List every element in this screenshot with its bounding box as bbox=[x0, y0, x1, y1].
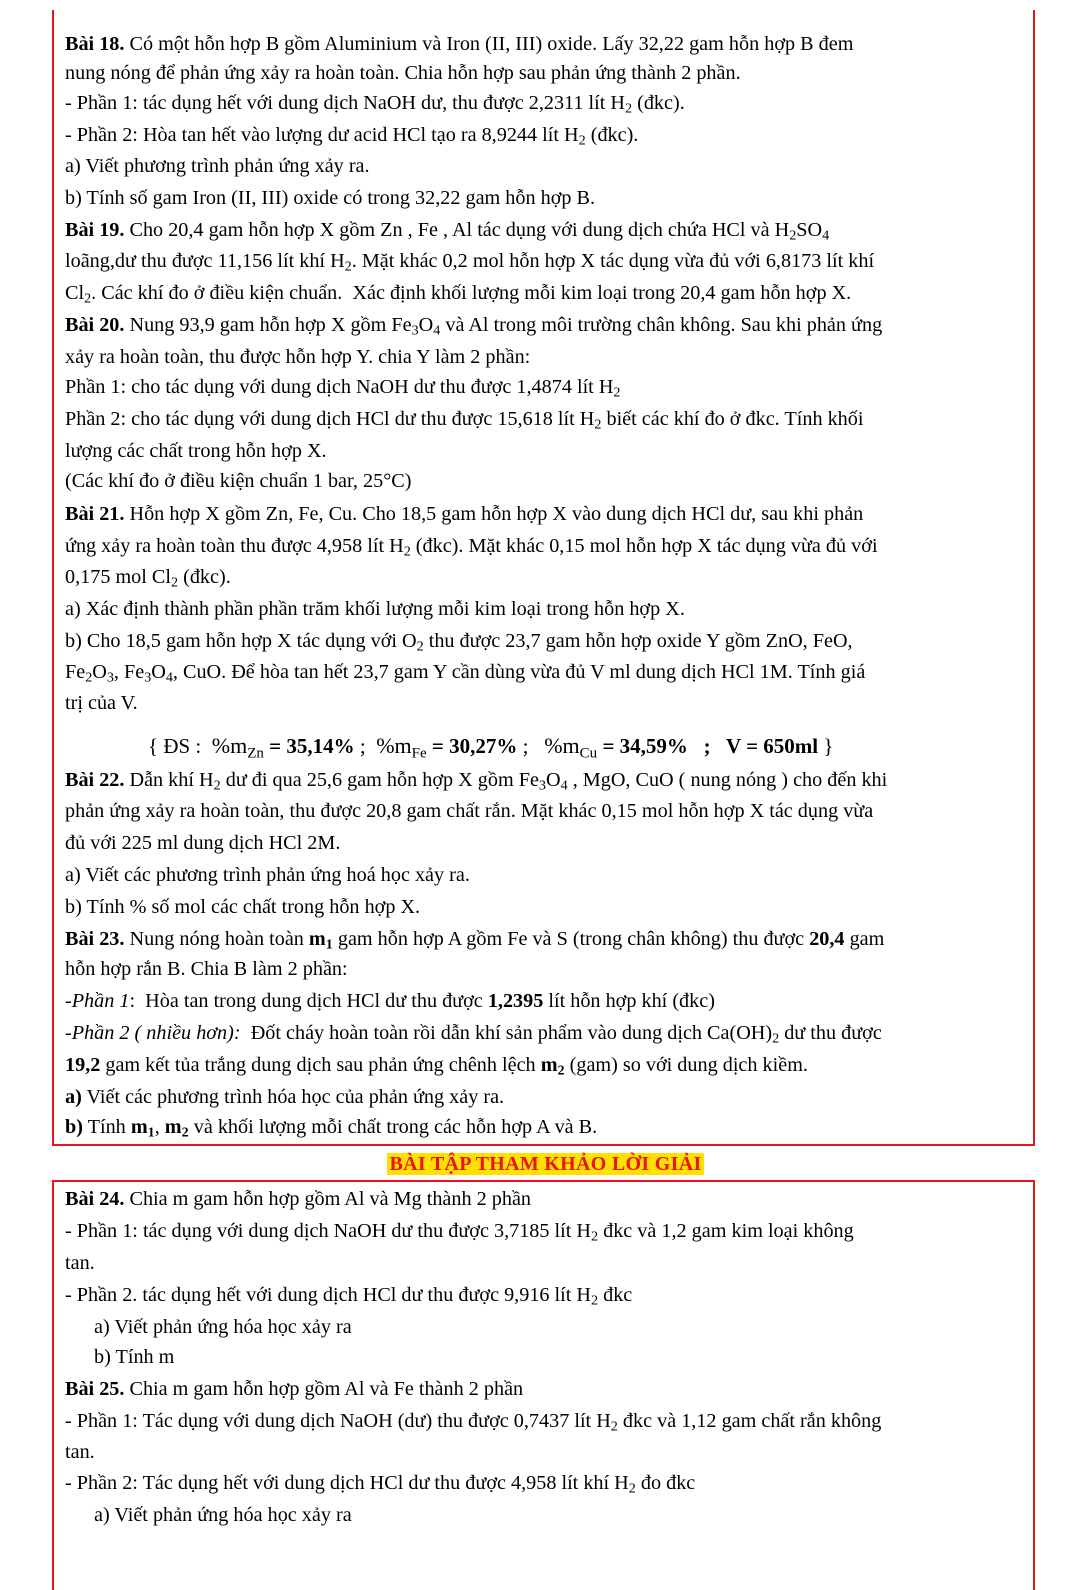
b21-answer: { ĐS : $\%m_{Zn} = 35,14\%$ ; $\%m_{Fe} = 30,27\%$ ; $\%m_{Cu} = 34,59\%$ ; V = 650ml } bbox=[148, 733, 834, 762]
b19-line-2: loãng,dư thu được 11,156 lít khí $H_2$. Mặt khác 0,2 mol hỗn hợp X tác dụng vừa đủ với 6,8173 lít khí bbox=[65, 250, 875, 275]
b18-line-2: nung nóng để phản ứng xảy ra hoàn toàn. Chia hỗn hợp sau phản ứng thành 2 phần. bbox=[65, 62, 741, 84]
b24-line-6: b) Tính m bbox=[94, 1346, 175, 1368]
b24-line-2: - Phần 1: tác dụng với dung dịch NaOH dư thu được 3,7185 lít $H_2$ đkc và 1,2 gam kim loại không bbox=[65, 1220, 854, 1245]
b23-line-1: Bài 23. Nung nóng hoàn toàn $m_1$ gam hỗn hợp A gồm Fe và S (trong chân không) thu được 20,4 gam bbox=[65, 928, 885, 953]
b25-line-3: tan. bbox=[65, 1441, 95, 1463]
b23-line-5: 19,2 gam kết tủa trắng dung dịch sau phản ứng chênh lệch $m_2$ (gam) so với dung dịch kiềm. bbox=[65, 1054, 808, 1079]
b21-line-4: a) Xác định thành phần phần trăm khối lượng mỗi kim loại trong hỗn hợp X. bbox=[65, 598, 685, 620]
b25-line-5: a) Viết phản ứng hóa học xảy ra bbox=[94, 1504, 352, 1526]
b20-line-4: Phần 2: cho tác dụng với dung dịch HCl dư thu được 15,618 lít $H_2$ biết các khí đo ở đkc. Tính khối bbox=[65, 408, 864, 433]
b25-line-2: - Phần 1: Tác dụng với dung dịch NaOH (dư) thu được 0,7437 lít $H_2$ đkc và 1,12 gam chất rắn không bbox=[65, 1410, 882, 1435]
b24-line-1: Bài 24. Chia m gam hỗn hợp gồm Al và Mg thành 2 phần bbox=[65, 1188, 531, 1210]
b21-line-7: trị của V. bbox=[65, 692, 138, 714]
b22-line-1: Bài 22. Dẫn khí $H_2$ dư đi qua 25,6 gam hỗn hợp X gồm $Fe_3O_4$ , MgO, CuO ( nung nóng ) cho đến khi bbox=[65, 769, 888, 794]
b21-line-2: ứng xảy ra hoàn toàn thu được 4,958 lít $H_2$ (đkc). Mặt khác 0,15 mol hỗn hợp X tác dụng vừa đủ với bbox=[65, 535, 878, 560]
b21-line-6: $Fe_2O_3$, $Fe_3O_4$, CuO. Để hòa tan hết 23,7 gam Y cần dùng vừa đủ V ml dung dịch HCl 1M. Tính giá bbox=[65, 661, 866, 686]
b23-line-7: b) Tính $m_1$, $m_2$ và khối lượng mỗi chất trong các hỗn hợp A và B. bbox=[65, 1116, 598, 1141]
b22-line-2: phản ứng xảy ra hoàn toàn, thu được 20,8 gam chất rắn. Mặt khác 0,15 mol hỗn hợp X tác dụng vừa bbox=[65, 800, 874, 822]
b18-line-1: Bài 18. Có một hỗn hợp B gồm Aluminium và Iron (II, III) oxide. Lấy 32,22 gam hỗn hợp B đem bbox=[65, 33, 854, 55]
b24-line-4: - Phần 2. tác dụng hết với dung dịch HCl dư thu được 9,916 lít $H_2$ đkc bbox=[65, 1284, 633, 1309]
b20-line-6: (Các khí đo ở điều kiện chuẩn 1 bar, 25°C) bbox=[65, 470, 412, 492]
b18-title: Bài 18. bbox=[65, 33, 125, 55]
b19-line-1: Bài 19. Cho 20,4 gam hỗn hợp X gồm Zn , Fe , Al tác dụng với dung dịch chứa HCl và $H_2SO_4$ bbox=[65, 219, 830, 244]
b18-line-5: a) Viết phương trình phản ứng xảy ra. bbox=[65, 155, 370, 177]
b19-line-3: $Cl_2$. Các khí đo ở điều kiện chuẩn. Xác định khối lượng mỗi kim loại trong 20,4 gam hỗn hợp X. bbox=[65, 282, 852, 307]
b18-line-3: - Phần 1: tác dụng hết với dung dịch NaOH dư, thu được 2,2311 lít $H_2$ (đkc). bbox=[65, 92, 685, 117]
b20-line-1: Bài 20. Nung 93,9 gam hỗn hợp X gồm $Fe_3O_4$ và Al trong môi trường chân không. Sau khi phản ứng bbox=[65, 314, 883, 339]
b22-line-5: b) Tính % số mol các chất trong hỗn hợp X. bbox=[65, 896, 421, 918]
b23-line-6: a) Viết các phương trình hóa học của phản ứng xảy ra. bbox=[65, 1086, 505, 1108]
b21-line-3: 0,175 mol $Cl_2$ (đkc). bbox=[65, 566, 231, 591]
b21-line-1: Bài 21. Hỗn hợp X gồm Zn, Fe, Cu. Cho 18,5 gam hỗn hợp X vào dung dịch HCl dư, sau khi phản bbox=[65, 503, 864, 525]
section-banner: BÀI TẬP THAM KHẢO LỜI GIẢI bbox=[389, 1153, 702, 1175]
b24-line-5: a) Viết phản ứng hóa học xảy ra bbox=[94, 1316, 352, 1338]
b18-line-6: b) Tính số gam Iron (II, III) oxide có trong 32,22 gam hỗn hợp B. bbox=[65, 187, 596, 209]
b22-line-4: a) Viết các phương trình phản ứng hoá học xảy ra. bbox=[65, 864, 470, 886]
b23-line-2: hỗn hợp rắn B. Chia B làm 2 phần: bbox=[65, 958, 348, 980]
b23-line-4: -Phần 2 ( nhiều hơn): Đốt cháy hoàn toàn rồi dẫn khí sản phẩm vào dung dịch $Ca(OH)_2$ dư thu được bbox=[65, 1022, 882, 1047]
b22-line-3: đủ với 225 ml dung dịch HCl 2M. bbox=[65, 832, 341, 854]
b23-line-3: -Phần 1: Hòa tan trong dung dịch HCl dư thu được 1,2395 lít hỗn hợp khí (đkc) bbox=[65, 990, 715, 1012]
b20-line-3: Phần 1: cho tác dụng với dung dịch NaOH dư thu được 1,4874 lít $H_2$ bbox=[65, 376, 621, 401]
b25-line-1: Bài 25. Chia m gam hỗn hợp gồm Al và Fe thành 2 phần bbox=[65, 1378, 524, 1400]
b25-line-4: - Phần 2: Tác dụng hết với dung dịch HCl dư thu được 4,958 lít khí $H_2$ đo đkc bbox=[65, 1472, 696, 1497]
b18-line-4: - Phần 2: Hòa tan hết vào lượng dư acid HCl tạo ra 8,9244 lít $H_2$ (đkc). bbox=[65, 124, 639, 149]
b20-line-2: xảy ra hoàn toàn, thu được hỗn hợp Y. chia Y làm 2 phần: bbox=[65, 346, 531, 368]
b20-line-5: lượng các chất trong hỗn hợp X. bbox=[65, 440, 327, 462]
b21-line-5: b) Cho 18,5 gam hỗn hợp X tác dụng với $O_2$ thu được 23,7 gam hỗn hợp oxide Y gồm ZnO, FeO, bbox=[65, 630, 853, 655]
b24-line-3: tan. bbox=[65, 1252, 95, 1274]
